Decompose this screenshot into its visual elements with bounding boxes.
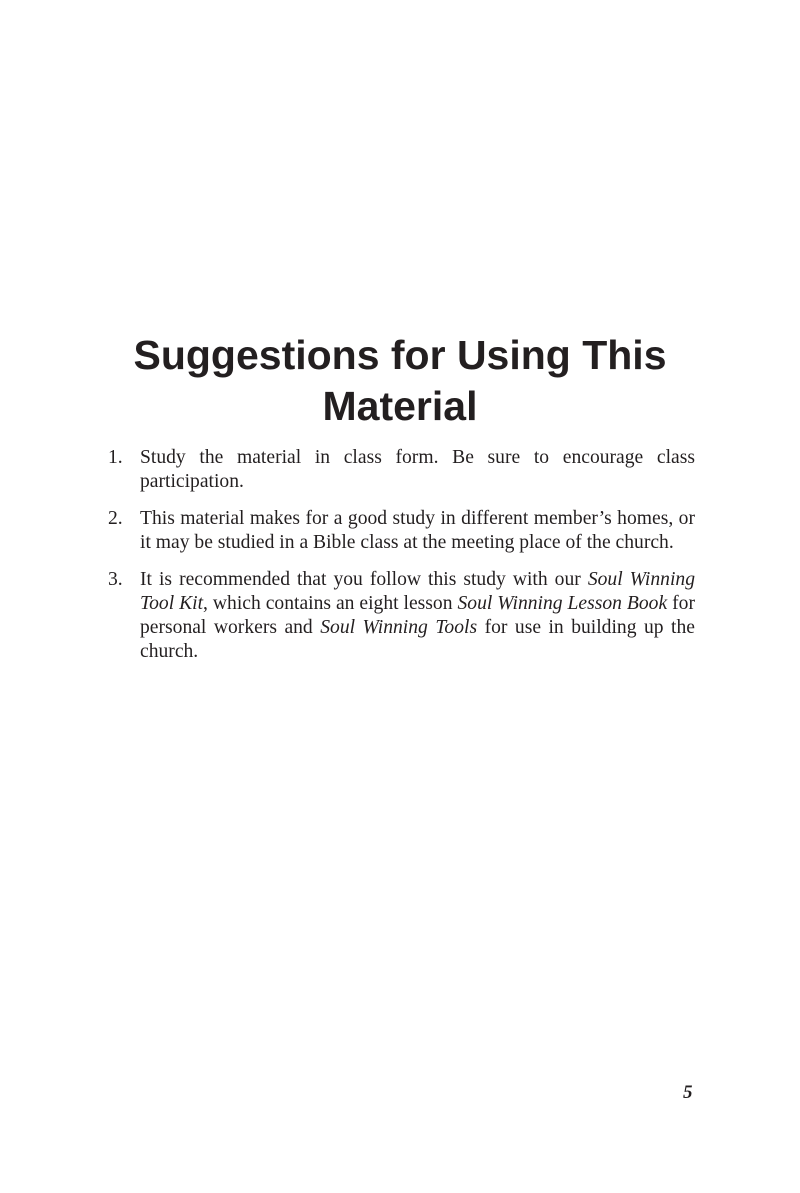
text-segment: for use in building up the church. xyxy=(140,617,695,662)
item-number: 3. xyxy=(108,569,123,590)
book-title-lesson-book: Soul Winning Lesson Book xyxy=(457,593,668,614)
text-segment: for personal workers and xyxy=(140,593,695,638)
page-number: 5 xyxy=(683,1082,693,1103)
title-line-1: Suggestions for Using This xyxy=(133,332,667,378)
text-segment: , which contains an eight lesson xyxy=(203,593,458,614)
title-line-2: Material xyxy=(322,383,478,429)
item-text: Study the material in class form. Be sure to encourage class participation. xyxy=(140,447,695,492)
item-text: This material makes for a good study in different member’s homes, or it may be studied in a Bible class at the meeting place of the church. xyxy=(140,508,695,553)
text-segment: It is recommended that you follow this study with our xyxy=(140,569,588,590)
item-text xyxy=(140,568,695,664)
suggestions-list xyxy=(108,446,695,677)
book-title-tools: Soul Winning Tools xyxy=(320,617,478,638)
item-number: 2. xyxy=(108,508,123,529)
list-item xyxy=(108,568,695,664)
book-title-tool-kit: Soul Winning Tool Kit xyxy=(140,569,695,614)
list-item xyxy=(108,446,695,494)
item-number: 1. xyxy=(108,447,123,468)
page-title xyxy=(100,330,700,432)
list-item xyxy=(108,507,695,555)
